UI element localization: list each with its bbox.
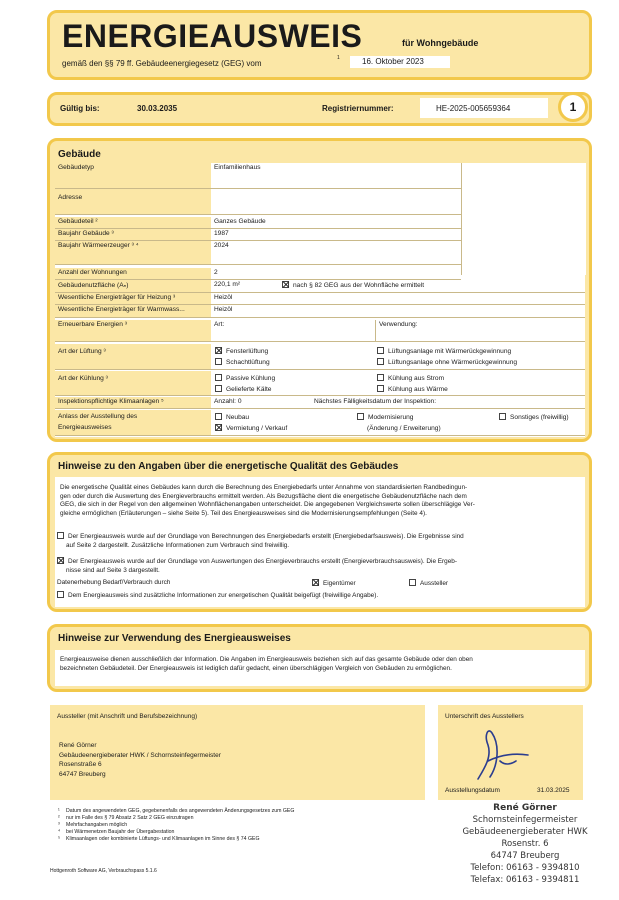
- stamp-line: Gebäudeenergieberater HWK: [462, 827, 588, 837]
- text-line: gen oder durch die Auswertung des Energieverbrauchs ermittelt werden. Als Bezugsfläche dient die energetische Gebäudenutzfläche nach dem: [60, 492, 467, 500]
- text-line: Die energetische Qualität eines Gebäudes kann durch die Berechnung des Energiebedarfs unter Annahme von standardisierten Randbedingun-: [60, 484, 468, 491]
- text-line: bezeichneten Gebäudeteil. Der Energieausweis ist lediglich dafür gedacht, einen überschlägigen Vergleich von Gebäuden zu ermöglichen.: [60, 664, 452, 672]
- stamp-line: 64747 Breuberg: [490, 851, 560, 861]
- row-value: Einfamilienhaus: [211, 163, 461, 189]
- klima-naechste: Nächstes Fälligkeitsdatum der Inspektion:: [311, 397, 585, 409]
- datenerhebung-row: [57, 579, 583, 588]
- registration-value: HE-2025-005659364: [436, 104, 511, 113]
- checkbox[interactable]: [377, 347, 384, 354]
- klima-anzahl: Anzahl: 0: [211, 397, 311, 409]
- footnote: Klimaanlagen oder kombinierte Lüftungs- und Klimaanlagen im Sinne des § 74 GEG: [66, 836, 260, 842]
- text-line: GEG, die sich in der Regel von den allgemeinen Wohnflächenangaben unterscheidet. Die angegebenen Vergleichswerte sollen überschlägige Ver-: [60, 501, 475, 509]
- checkbox[interactable]: [377, 385, 384, 392]
- flaeche-note: [279, 280, 585, 293]
- issuer-street: Rosenstraße 6: [59, 761, 102, 768]
- document-title: ENERGIEAUSWEIS: [62, 18, 363, 54]
- checkbox[interactable]: [215, 413, 222, 420]
- zusatz-option: [57, 591, 583, 601]
- row-value: Heizöl: [211, 305, 585, 318]
- issue-date-label: Ausstellungsdatum: [445, 787, 500, 794]
- erneuerbar-verwendung: Verwendung:: [375, 320, 585, 342]
- text-line: Der Energieausweis wurde auf der Grundlage von Berechnungen des Energiebedarfs erstellt (Energiebedarfsausweis). Die Ergebnisse sind: [68, 533, 464, 540]
- anlass-options: [211, 410, 585, 436]
- flaeche-note-text: nach § 82 GEG aus der Wohnfläche ermittelt: [293, 282, 425, 289]
- option-label: Lüftungsanlage mit Wärmerückgewinnung: [388, 348, 512, 355]
- stamp-line: Schornsteinfegermeister: [472, 815, 578, 825]
- issuer-stamp: [440, 802, 610, 886]
- anlass-label-2: Energieausweises: [58, 424, 112, 431]
- row-label: Gebäudenutzfläche (Aₙ): [55, 280, 211, 293]
- building-photo-area: [461, 163, 586, 275]
- row-value: [211, 189, 461, 215]
- issuer-title: Gebäudeenergieberater HWK / Schornsteinfegermeister: [59, 751, 221, 759]
- option-label: Kühlung aus Strom: [388, 375, 445, 382]
- row-label: Erneuerbare Energien ³: [55, 320, 211, 342]
- option-label: Vermietung / Verkauf: [226, 425, 288, 432]
- row-value: 2024: [211, 241, 461, 265]
- stamp-line: Telefon: 06163 - 9394810: [470, 863, 580, 873]
- row-label: Art der Lüftung ³: [55, 344, 211, 370]
- option-label: (Änderung / Erweiterung): [367, 425, 441, 432]
- issuer-label: Aussteller (mit Anschrift und Berufsbezeichnung): [57, 713, 198, 720]
- valid-value: 30.03.2035: [137, 104, 178, 113]
- checkbox[interactable]: [499, 413, 506, 420]
- row-label: Adresse: [55, 189, 211, 215]
- footnote: Datum des angewendeten GEG, gegebenenfalls des angewendeten Änderungsgesetzes zum GEG: [66, 808, 295, 814]
- verbrauch-option: [57, 557, 583, 575]
- row-label: Baujahr Gebäude ³: [55, 229, 211, 241]
- text-line: gleiche ermöglichen (Erläuterungen – siehe Seite 5). Teil des Energieausweises sind die Modernisierungsempfehlungen (Seite 4).: [60, 509, 427, 517]
- signature-image: [470, 725, 540, 785]
- issue-date-value: 31.03.2025: [537, 787, 570, 794]
- document-subtitle: für Wohngebäude: [402, 38, 479, 48]
- row-value: 2: [211, 268, 461, 280]
- row-value: Ganzes Gebäude: [211, 217, 461, 229]
- page-number-badge: [558, 92, 588, 122]
- checkbox[interactable]: [357, 413, 364, 420]
- row-label: Wesentliche Energieträger für Heizung ³: [55, 293, 211, 305]
- option-label: Schachtlüftung: [226, 359, 270, 366]
- checkbox[interactable]: [215, 358, 222, 365]
- issuer-city: 64747 Breuberg: [59, 770, 106, 778]
- issuer-name: René Görner: [59, 742, 97, 749]
- row-label: Wesentliche Energieträger für Warmwass...: [55, 305, 211, 318]
- aussteller-label: Aussteller: [420, 580, 449, 587]
- text-line: Der Energieausweis wurde auf der Grundlage von Auswertungen des Energieverbrauchs erstellt (Energieverbrauchsausweis). Die Ergeb-: [68, 558, 457, 565]
- checkbox[interactable]: [57, 557, 64, 564]
- legal-basis: gemäß den §§ 79 ff. Gebäudeenergiegesetz (GEG) vom: [62, 59, 262, 68]
- stamp-line: Rosenstr. 6: [501, 839, 549, 849]
- checkbox[interactable]: [215, 374, 222, 381]
- text-line: auf Seite 2 dargestellt. Zusätzliche Informationen zum Verbrauch sind freiwillig.: [66, 541, 290, 549]
- option-label: Lüftungsanlage ohne Wärmerückgewinnung: [388, 359, 518, 366]
- usage-heading: Hinweise zur Verwendung des Energieausweises: [58, 633, 291, 644]
- row-label: Gebäudeteil ²: [55, 217, 211, 229]
- row-label: Inspektionspflichtige Klimaanlagen ⁵: [55, 397, 211, 409]
- row-value: 1987: [211, 229, 461, 241]
- text-line: Energieausweise dienen ausschließlich der Information. Die Angaben im Energieausweis beziehen sich auf das gesamte Gebäude oder den oben: [60, 656, 473, 663]
- datenerhebung-label: Datenerhebung Bedarf/Verbrauch durch: [57, 579, 171, 586]
- kuehlung-options: [211, 371, 585, 396]
- option-label: Passive Kühlung: [226, 375, 276, 382]
- checkbox[interactable]: [215, 424, 222, 431]
- checkbox[interactable]: [57, 532, 64, 539]
- footnotes: ¹ Datum des angewendeten GEG, gegebenenfalls des angewendeten Änderungsgesetzes zum GEG ² nur im Falle des § 79 Absatz 2 Satz 2 GEG einzutragen ³ Mehrfachangaben möglich ⁴ bei Wärmenetzen Baujahr der Übergabestation ⁵ Klimaanlagen oder kombinierte Lüftungs- und Klimaanlagen im Sinne des § 74 GEG: [58, 808, 295, 842]
- checkbox[interactable]: [57, 591, 64, 598]
- anlass-label: [55, 410, 211, 436]
- stamp-line: Telefax: 06163 - 9394811: [470, 875, 580, 885]
- option-label: Fensterlüftung: [226, 348, 269, 355]
- footnote: nur im Falle des § 79 Absatz 2 Satz 2 GEG einzutragen: [66, 815, 194, 821]
- usage-text: [60, 656, 582, 673]
- eigentuemer-label: Eigentümer: [323, 580, 356, 587]
- footnote-mark: 1: [337, 55, 340, 61]
- option-label: Modernisierung: [368, 414, 414, 421]
- option-label: Kühlung aus Wärme: [388, 386, 448, 393]
- footnote: Mehrfachangaben möglich: [66, 822, 128, 828]
- footnote: bei Wärmenetzen Baujahr der Übergabestation: [66, 829, 175, 835]
- option-label: Gelieferte Kälte: [226, 386, 272, 393]
- software-note: Hottgenroth Software AG, Verbrauchspass 5.1.6: [50, 868, 157, 874]
- row-label: Anzahl der Wohnungen: [55, 268, 211, 280]
- bedarf-option: [57, 532, 583, 550]
- text-line: nisse sind auf Seite 3 dargestellt.: [66, 566, 160, 574]
- registration-label: Registriernummer:: [322, 104, 394, 113]
- checkbox[interactable]: [377, 374, 384, 381]
- row-label: Gebäudetyp: [55, 163, 211, 189]
- row-label: Baujahr Wärmeerzeuger ³ ⁴: [55, 241, 211, 265]
- checkbox[interactable]: [282, 281, 289, 288]
- text-line: Dem Energieausweis sind zusätzliche Informationen zur energetischen Qualität beigefügt (freiwillige Angabe).: [68, 592, 379, 599]
- erneuerbar-art: Art:: [211, 320, 375, 342]
- row-value: 220,1 m²: [211, 280, 279, 293]
- issuer-address: [59, 741, 221, 779]
- checkbox[interactable]: [312, 579, 319, 586]
- option-label: Sonstiges (freiwillig): [510, 414, 569, 421]
- stamp-name: René Görner: [493, 803, 557, 813]
- anlass-label-1: Anlass der Ausstellung des: [58, 413, 138, 420]
- checkbox[interactable]: [377, 358, 384, 365]
- page-number: 1: [569, 100, 577, 114]
- row-value: Heizöl: [211, 293, 585, 305]
- gesetz-date: 16. Oktober 2023: [362, 57, 424, 66]
- hints-paragraph: [60, 484, 582, 518]
- hints-heading: Hinweise zu den Angaben über die energetische Qualität des Gebäudes: [58, 461, 399, 472]
- checkbox[interactable]: [409, 579, 416, 586]
- valid-label: Gültig bis:: [60, 104, 100, 113]
- checkbox[interactable]: [215, 385, 222, 392]
- checkbox[interactable]: [215, 347, 222, 354]
- signature-label: Unterschrift des Ausstellers: [445, 713, 524, 720]
- option-label: Neubau: [226, 414, 250, 421]
- lueftung-options: [211, 344, 585, 370]
- row-label: Art der Kühlung ³: [55, 371, 211, 396]
- building-heading: Gebäude: [58, 149, 101, 160]
